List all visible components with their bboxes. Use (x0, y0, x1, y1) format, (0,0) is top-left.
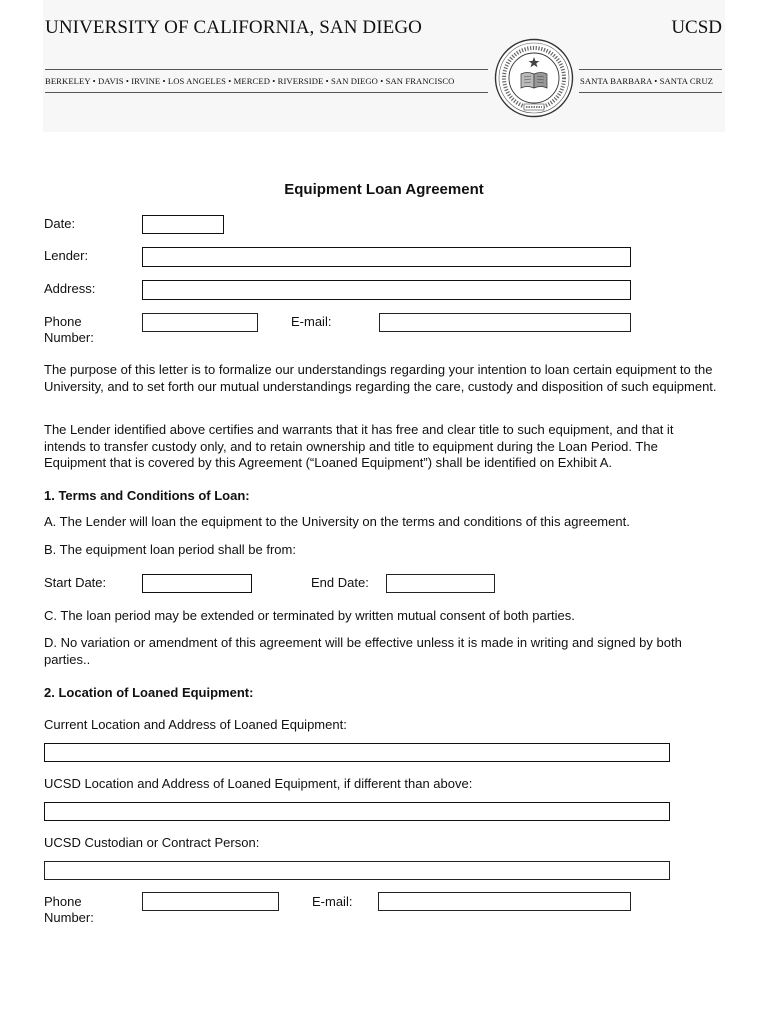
start-date-label: Start Date: (44, 575, 107, 590)
custodian-phone-field[interactable] (142, 892, 279, 911)
date-field[interactable] (142, 215, 224, 234)
page-title: Equipment Loan Agreement (284, 181, 484, 198)
section-1-item-b: B. The equipment loan period shall be from: (44, 542, 296, 557)
email-label: E-mail: (291, 314, 332, 329)
current-location-label: Current Location and Address of Loaned Equipment: (44, 717, 347, 732)
address-field[interactable] (142, 280, 631, 300)
lender-label: Lender: (44, 248, 89, 263)
intro-paragraph-1: The purpose of this letter is to formalize our understandings regarding your intention to loan certain equipment to the University, and to set forth our mutual understandings regarding the care, custody and disposition of such equipment. (44, 362, 717, 394)
custodian-phone-label (44, 894, 94, 926)
custodian-phone-label-line-2: Number: (44, 910, 94, 925)
campus-abbrev: UCSD (671, 17, 722, 38)
date-label: Date: (44, 216, 76, 231)
header-rule-left-top (45, 69, 488, 70)
section-2-heading: 2. Location of Loaned Equipment: (44, 685, 254, 700)
ucsd-location-label: UCSD Location and Address of Loaned Equipment, if different than above: (44, 776, 473, 791)
end-date-field[interactable] (386, 574, 495, 593)
phone-label-line-1: Phone (44, 314, 82, 329)
custodian-label: UCSD Custodian or Contract Person: (44, 835, 260, 850)
section-1-item-d: D. No variation or amendment of this agreement will be effective unless it is made in writing and signed by both parties.. (44, 635, 682, 667)
email-field[interactable] (379, 313, 631, 332)
section-1-heading: 1. Terms and Conditions of Loan: (44, 488, 250, 503)
start-date-field[interactable] (142, 574, 252, 593)
address-label: Address: (44, 281, 96, 296)
section-1-item-a: A. The Lender will loan the equipment to the University on the terms and conditions of this agreement. (44, 514, 630, 529)
university-name: UNIVERSITY OF CALIFORNIA, SAN DIEGO (45, 17, 422, 38)
phone-field[interactable] (142, 313, 258, 332)
campus-list-right: SANTA BARBARA • SANTA CRUZ (580, 76, 714, 86)
campus-list-left: BERKELEY • DAVIS • IRVINE • LOS ANGELES • MERCED • RIVERSIDE • SAN DIEGO • SAN FRANCISCO (45, 76, 455, 86)
ucsd-location-field[interactable] (44, 802, 670, 821)
lender-field[interactable] (142, 247, 631, 267)
phone-label-line-2: Number: (44, 330, 94, 345)
intro-paragraph-2: The Lender identified above certifies and warrants that it has free and clear title to such equipment, and that it intends to transfer custody only, and to retain ownership and title to equipment during the Loan Period. The Equipment that is covered by this Agreement (“Loaned Equipment”) shall be identified on Exhibit A. (44, 422, 674, 470)
university-seal-icon (494, 38, 574, 118)
custodian-phone-label-line-1: Phone (44, 894, 82, 909)
custodian-field[interactable] (44, 861, 670, 880)
custodian-email-field[interactable] (378, 892, 631, 911)
current-location-field[interactable] (44, 743, 670, 762)
header-rule-left-bottom (45, 92, 488, 93)
header-rule-right-top (579, 69, 722, 70)
phone-label (44, 314, 94, 346)
end-date-label: End Date: (311, 575, 369, 590)
section-1-item-c: C. The loan period may be extended or terminated by written mutual consent of both parties. (44, 608, 575, 623)
header-rule-right-bottom (579, 92, 722, 93)
custodian-email-label: E-mail: (312, 894, 353, 909)
